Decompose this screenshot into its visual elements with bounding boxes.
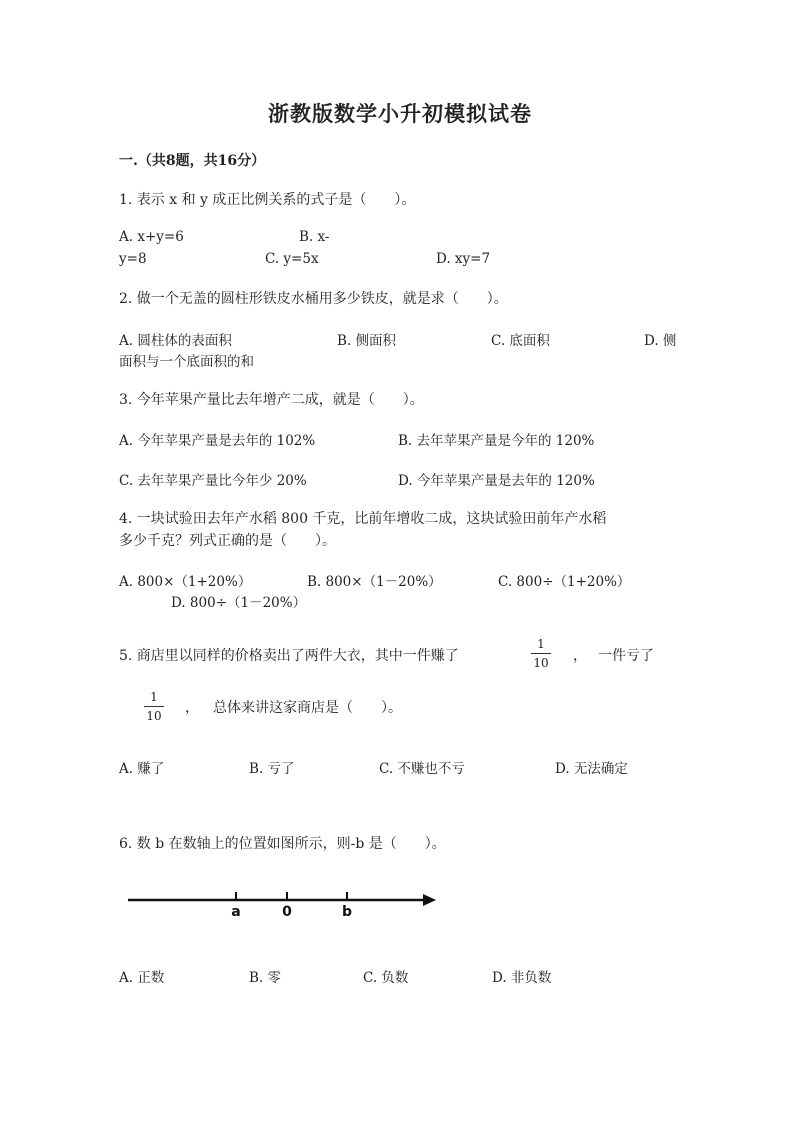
question-2-option-b: B. 侧面积 — [337, 333, 397, 349]
question-2-option-c: C. 底面积 — [491, 333, 550, 349]
question-1-option-b-cont: y=8 — [119, 251, 147, 267]
section-header: 一.（共8题，共16分） — [119, 153, 266, 169]
arrow-right-icon — [423, 894, 436, 906]
question-6-option-b: B. 零 — [249, 970, 282, 986]
page-title: 浙教版数学小升初模拟试卷 — [268, 101, 532, 126]
question-5-option-d: D. 无法确定 — [555, 761, 628, 777]
fraction-denominator: 10 — [146, 709, 162, 723]
question-5-option-c: C. 不赚也不亏 — [379, 761, 465, 777]
question-5-stem-part3: 总体来讲这家商店是（ ）。 — [213, 700, 402, 716]
axis-label-a: a — [231, 904, 241, 920]
question-6-option-a: A. 正数 — [119, 970, 165, 986]
question-6-option-c: C. 负数 — [363, 970, 409, 986]
question-2-option-a: A. 圆柱体的表面积 — [119, 333, 232, 349]
question-4-stem-line2: 多少千克？列式正确的是（ ）。 — [119, 533, 336, 549]
question-4-option-d: D. 800÷（1－20%） — [171, 595, 307, 611]
question-4-option-a: A. 800×（1+20%） — [119, 574, 252, 590]
question-2-stem: 2. 做一个无盖的圆柱形铁皮水桶用多少铁皮，就是求（ ）。 — [119, 291, 508, 307]
fraction-denominator: 10 — [533, 656, 549, 670]
fraction-bar — [144, 706, 164, 707]
question-1-option-b: B. x- — [299, 229, 330, 245]
question-1-option-d: D. xy=7 — [436, 251, 491, 267]
question-3-option-a: A. 今年苹果产量是去年的 102% — [119, 433, 316, 449]
number-line-figure — [120, 882, 450, 922]
question-4-stem-line1: 4. 一块试验田去年产水稻 800 千克，比前年增收二成，这块试验田前年产水稻 — [119, 511, 607, 527]
question-5-option-a: A. 赚了 — [119, 761, 165, 777]
question-1-option-a: A. x+y=6 — [119, 229, 184, 245]
question-3-stem: 3. 今年苹果产量比去年增产二成，就是（ ）。 — [119, 392, 424, 408]
axis-label-zero: 0 — [282, 904, 292, 920]
question-5-option-b: B. 亏了 — [249, 761, 295, 777]
question-1-stem: 1. 表示 x 和 y 成正比例关系的式子是（ ）。 — [119, 192, 416, 208]
question-5-comma-2: ， — [185, 700, 199, 716]
fraction-bar — [531, 653, 551, 654]
question-3-option-b: B. 去年苹果产量是今年的 120% — [398, 433, 595, 449]
question-5-stem-part1: 5. 商店里以同样的价格卖出了两件大衣，其中一件赚了 — [119, 648, 459, 664]
question-6-option-d: D. 非负数 — [492, 970, 552, 986]
question-4-option-b: B. 800×（1－20%） — [307, 574, 442, 590]
question-1-option-c: C. y=5x — [265, 251, 319, 267]
question-3-option-d: D. 今年苹果产量是去年的 120% — [398, 473, 595, 489]
fraction-numerator: 1 — [537, 637, 545, 651]
question-5-fraction-1 — [531, 637, 551, 670]
question-5-fraction-2 — [144, 690, 164, 723]
question-2-option-d: D. 侧 — [644, 333, 677, 349]
question-4-option-c: C. 800÷（1+20%） — [498, 574, 631, 590]
fraction-numerator: 1 — [150, 690, 158, 704]
axis-label-b: b — [341, 904, 353, 920]
question-2-option-d-cont: 面积与一个底面积的和 — [119, 354, 254, 370]
question-5-stem-part2: 一件亏了 — [598, 648, 654, 664]
question-5-comma-1: ， — [573, 648, 587, 664]
question-6-stem: 6. 数 b 在数轴上的位置如图所示，则-b 是（ ）。 — [119, 836, 446, 852]
question-3-option-c: C. 去年苹果产量比今年少 20% — [119, 473, 307, 489]
